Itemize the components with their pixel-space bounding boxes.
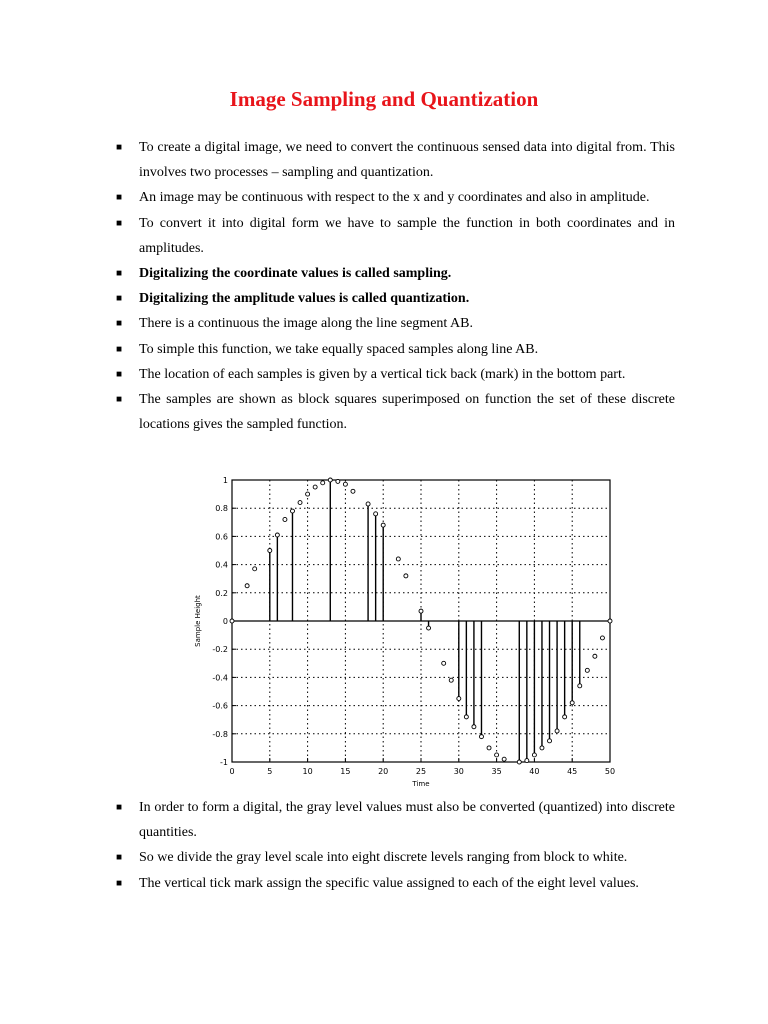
y-tick-label: 1 [222,476,228,485]
sample-point [600,636,604,640]
y-tick-label: -0.2 [212,645,228,655]
sample-point [366,502,370,506]
bullet-item [115,387,675,437]
sample-point [283,517,287,521]
bullet-item [115,871,675,896]
bullet-square-icon: ■ [116,293,123,305]
sample-point [290,509,294,513]
y-tick-label: 0.8 [215,504,228,514]
sample-point [464,715,468,719]
sample-point [396,557,400,561]
sample-point [502,757,506,761]
sample-point [321,481,325,485]
sample-point [306,492,310,496]
sample-point [298,501,302,505]
sample-point [230,619,234,623]
bullet-text: There is a continuous the image along the line segment AB. [139,316,473,332]
x-tick-label: 45 [567,767,578,776]
bullet-square-icon: ■ [116,318,123,330]
x-tick-label: 15 [340,767,351,776]
x-tick-label: 40 [529,767,540,776]
bullet-item [115,362,675,387]
x-tick-label: 10 [302,767,313,776]
page-title: Image Sampling and Quantization [229,87,539,111]
x-tick-label: 5 [267,767,273,776]
sample-point [442,661,446,665]
bullet-square-icon: ■ [116,343,123,355]
bullet-text: Digitalizing the coordinate values is called sampling. [139,266,452,282]
y-tick-label: -0.6 [212,701,228,711]
sample-point [570,701,574,705]
x-tick-label: 35 [491,767,502,776]
x-tick-label: 25 [415,767,427,776]
sample-point [540,746,544,750]
bullet-square-icon: ■ [116,217,123,229]
sample-point [563,715,567,719]
sample-point [275,533,279,537]
sample-point [419,609,423,613]
y-tick-label: -0.4 [212,673,228,683]
sample-point [427,626,431,630]
bullet-list-bottom [115,795,675,896]
sample-point [487,746,491,750]
bullet-text: The location of each samples is given by a vertical tick back (mark) in the bottom part. [139,366,626,382]
bullet-text: To simple this function, we take equally spaced samples along line AB. [139,341,539,357]
y-tick-label: 0.6 [215,532,228,542]
sample-point [328,478,332,482]
bullet-text: Digitalizing the amplitude values is called quantization. [139,291,470,307]
x-tick-label: 30 [453,767,464,776]
y-axis-label: Sample Height [194,595,202,647]
bullet-item [115,135,675,185]
sample-point [532,753,536,757]
sample-point [268,549,272,553]
bullet-item [115,261,675,286]
sample-point [404,574,408,578]
sample-point [449,678,453,682]
bullet-text: The samples are shown as block squares superimposed on function the set of these discrete locations gives the sampled function. [139,392,675,433]
y-tick-label: -1 [220,758,228,767]
sample-point [578,684,582,688]
sample-point [253,567,257,571]
bullet-square-icon: ■ [116,802,123,813]
sample-point [336,479,340,483]
y-tick-label: 0.4 [215,560,228,570]
y-tick-label: 0 [222,617,228,626]
bullet-item [115,286,675,311]
bullet-text: An image may be continuous with respect to the x and y coordinates and also in amplitude. [139,190,650,206]
sample-point [517,760,521,764]
bullet-square-icon: ■ [116,368,123,380]
sample-point [555,729,559,733]
sample-point [381,523,385,527]
bullet-text: So we divide the gray level scale into eight discrete levels ranging from block to white. [139,850,628,866]
x-tick-label: 20 [378,767,389,776]
x-tick-label: 0 [229,767,235,776]
sample-point [548,739,552,743]
sample-point [525,759,529,763]
sample-point [593,654,597,658]
sample-point [495,753,499,757]
sample-point [351,489,355,493]
sample-point [479,735,483,739]
bullet-square-icon: ■ [116,877,123,889]
bullet-square-icon: ■ [116,852,123,864]
bullet-list-top [115,135,675,437]
bullet-square-icon: ■ [116,394,123,406]
y-tick-label: 0.2 [215,588,228,598]
sample-point [313,485,317,489]
bullet-item [115,845,675,870]
bullet-text: In order to form a digital, the gray level values must also be converted (quantized) into discrete quantities. [139,800,675,841]
sampling-chart [190,470,620,790]
sample-point [457,697,461,701]
bullet-text: The vertical tick mark assign the specific value assigned to each of the eight level values. [139,875,639,891]
bullet-item [115,311,675,336]
bullet-item [115,211,675,261]
x-axis-label: Time [412,780,430,788]
x-tick-label: 50 [604,767,616,776]
sample-point [374,512,378,516]
sample-point [472,725,476,729]
bullet-square-icon: ■ [116,268,123,280]
bullet-item [115,185,675,210]
bullet-text: To create a digital image, we need to convert the continuous sensed data into digital from. This involves two processes – sampling and quantization. [139,140,675,181]
sample-point [608,619,612,623]
bullet-square-icon: ■ [116,192,123,204]
sample-point [585,668,589,672]
sample-point [245,584,249,588]
bullet-item [115,795,675,845]
bullet-item [115,337,675,362]
y-tick-label: -0.8 [212,729,228,739]
bullet-square-icon: ■ [116,142,123,153]
bullet-text: To convert it into digital form we have to sample the function in both coordinates and in amplitudes. [139,215,675,256]
sample-point [343,482,347,486]
